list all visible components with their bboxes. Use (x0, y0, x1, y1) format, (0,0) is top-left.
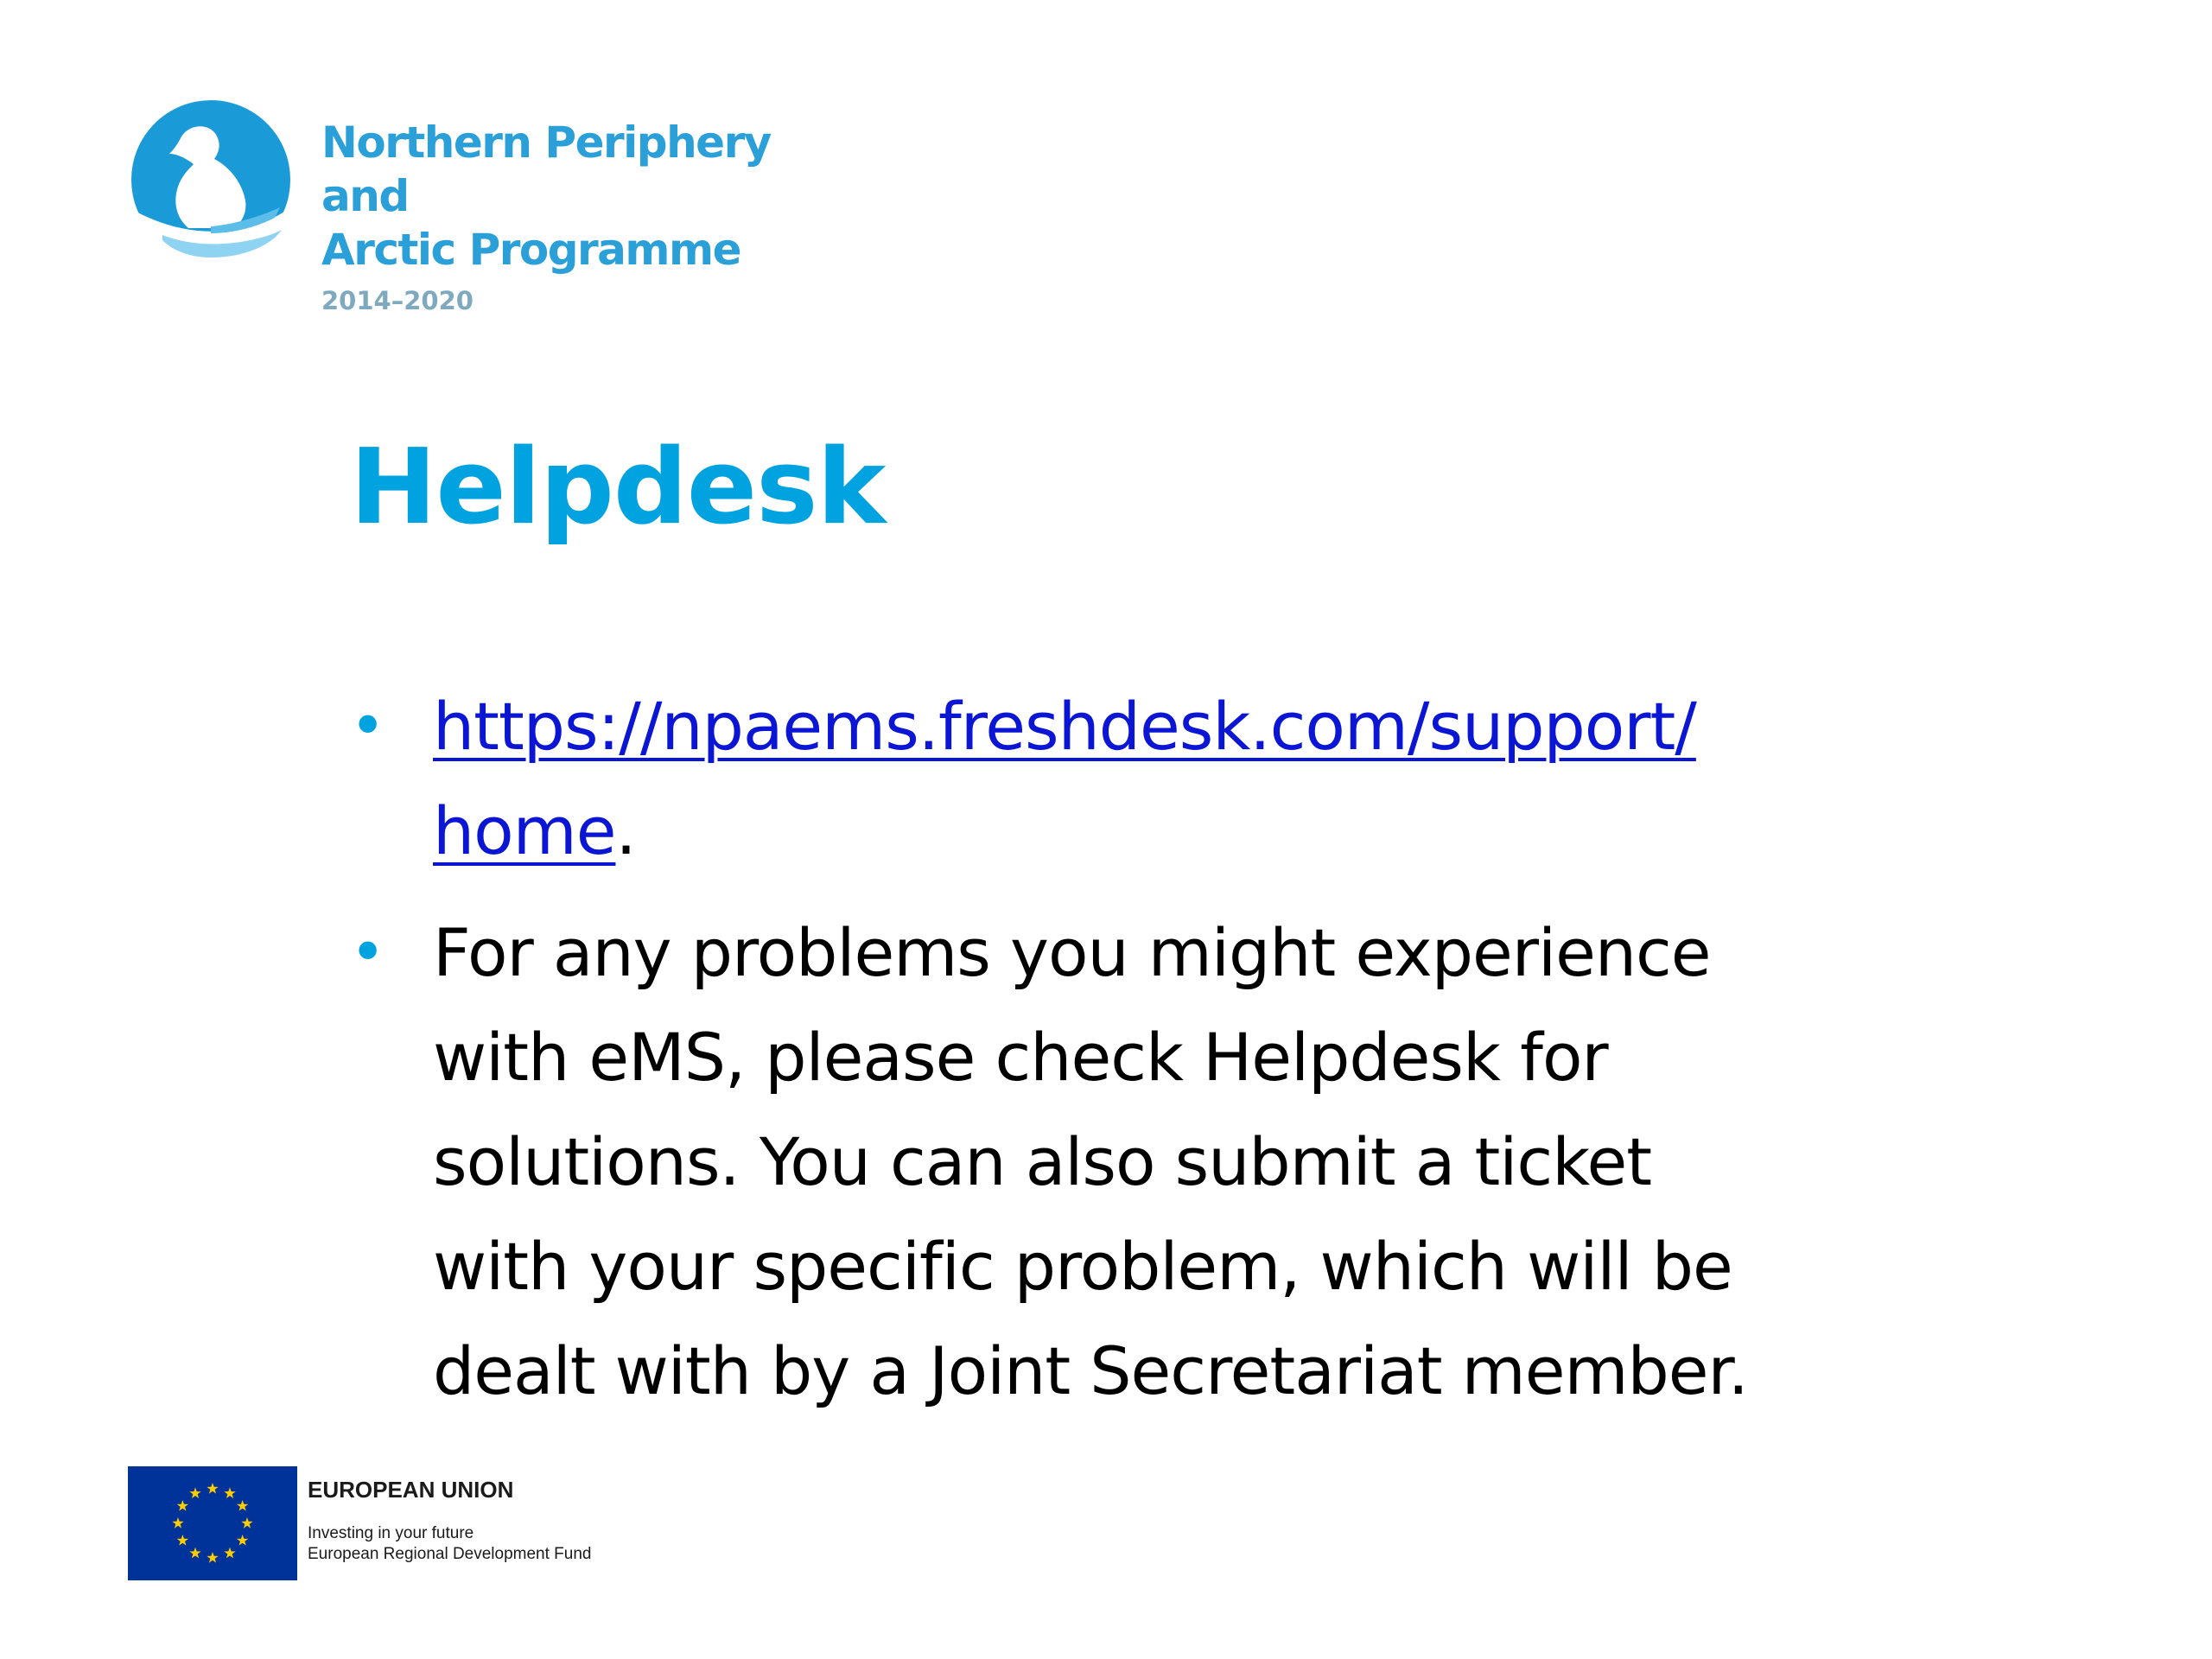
problems-text-line-1: For any problems you might experience (433, 914, 1711, 991)
problems-text-line-4: with your specific problem, which will be (433, 1228, 1732, 1305)
eu-title: EUROPEAN UNION (308, 1477, 514, 1503)
link-text-part-2: home (433, 792, 616, 869)
dove-emblem-icon (128, 97, 294, 263)
npa-programme-logo (128, 97, 836, 315)
npa-logo-text (321, 116, 836, 318)
bullet-icon: • (350, 690, 385, 761)
bullet-item-helpdesk-link (350, 674, 1940, 883)
logo-years: 2014–2020 (321, 286, 474, 315)
slide-title: Helpdesk (350, 428, 886, 548)
eu-logo-text (308, 1475, 592, 1565)
problems-text-line-3: solutions. You can also submit a ticket (433, 1123, 1652, 1200)
bullet-item-problems (350, 900, 1940, 1423)
logo-line-2: Arctic Programme (321, 225, 741, 275)
bullet-icon: • (350, 917, 385, 988)
bullet-list (350, 674, 1940, 1440)
eu-subtitle-1: Investing in your future (308, 1524, 474, 1542)
link-trailing-period: . (615, 792, 636, 869)
problems-text-line-2: with eMS, please check Helpdesk for (433, 1019, 1608, 1096)
eu-funding-logo (128, 1466, 681, 1584)
logo-line-1: Northern Periphery and (321, 118, 771, 221)
problems-text-line-5: dealt with by a Joint Secretariat member. (433, 1332, 1748, 1409)
link-text-part-1: https://npaems.freshdesk.com/support/ (433, 688, 1696, 765)
eu-flag-icon (128, 1466, 297, 1580)
eu-subtitle-2: European Regional Development Fund (308, 1545, 592, 1563)
